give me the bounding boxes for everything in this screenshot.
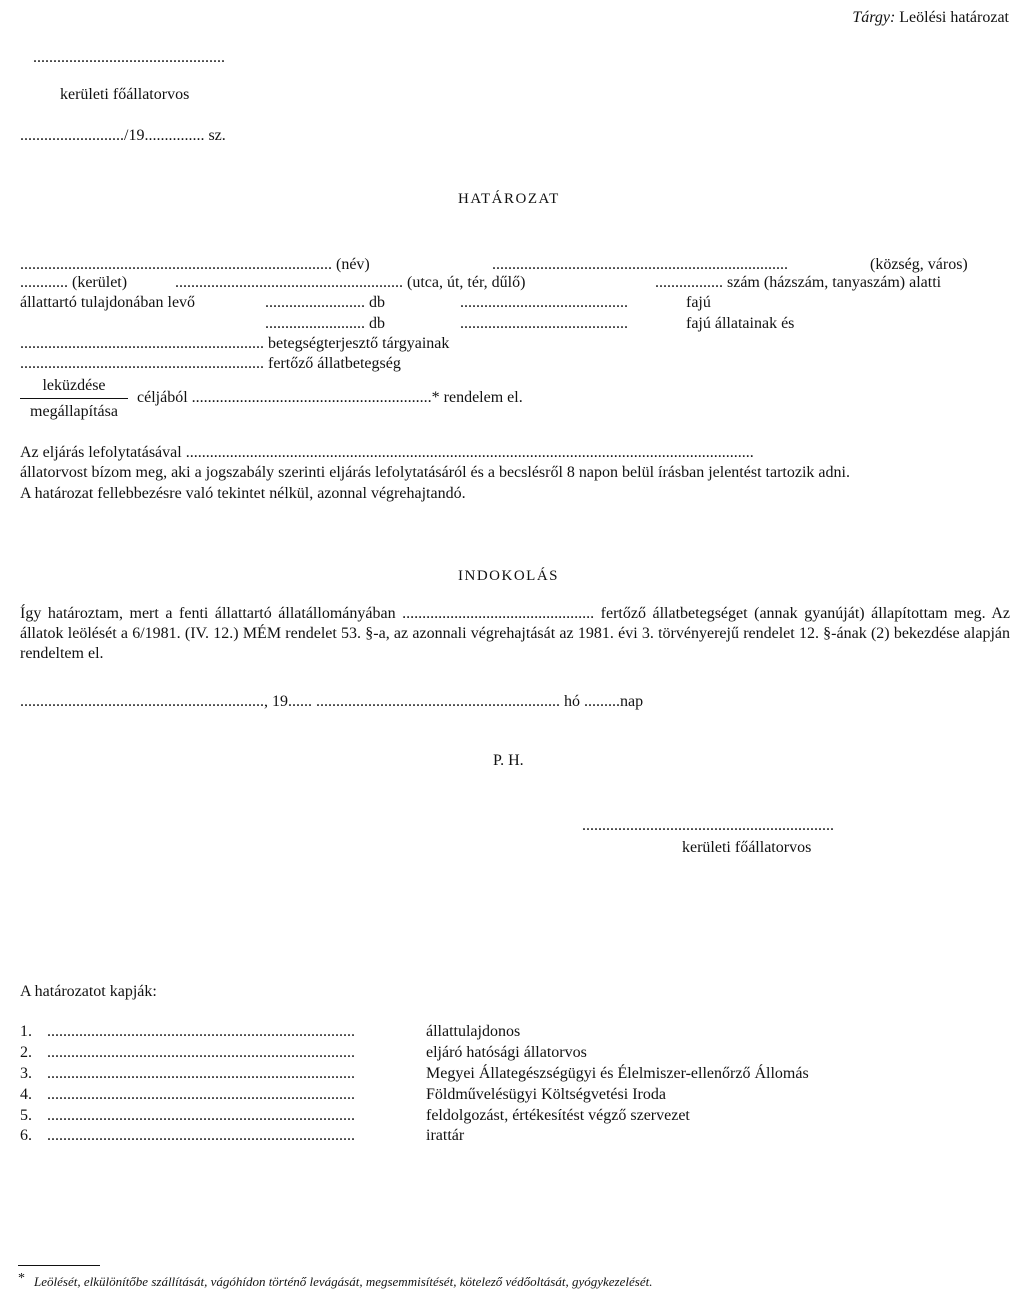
issuer-line[interactable]: ................................................ — [33, 49, 225, 66]
name-field[interactable]: .............................................................................. (név) — [20, 256, 370, 273]
species-label-1: fajú — [686, 294, 711, 311]
footnote-divider — [18, 1265, 100, 1266]
recipient-label: Földművelésügyi Költségvetési Iroda — [426, 1086, 666, 1103]
signature-title: kerületi főállatorvos — [682, 839, 812, 856]
recipient-number: 5. — [20, 1107, 32, 1124]
reasoning-paragraph: Így határoztam, mert a fenti állattartó állatállományában ................................................ fertőző állatbetegséget (annak gyanúját) állapítottam meg. Az állatok leölését a 6/1981. (IV. 12.) MÉM rendelet 53. §-a, az azonnali végrehajtását az 1981. évi 3. törvényerejű rendelet 12. §-ának (2) bekezdése alapján rendeltem el. — [20, 605, 1010, 662]
recipients-heading: A határozatot kapják: — [20, 983, 157, 1000]
footnote-text: Leölését, elkülönítőbe szállítását, vágóhídon történő levágását, megsemmisítését, kötelező védőoltását, gyógykezelését. — [34, 1274, 653, 1289]
recipient-label: Megyei Állategészségügyi és Élelmiszer-ellenőrző Állomás — [426, 1065, 809, 1082]
stamp-label: P. H. — [493, 752, 524, 769]
recipient-field[interactable]: ............................................................................. — [47, 1023, 355, 1040]
purpose-field[interactable]: céljából ............................................................* rendelem el. — [137, 389, 523, 406]
recipient-label: feldolgozást, értékesítést végző szervezet — [426, 1107, 690, 1124]
recipient-field[interactable]: ............................................................................. — [47, 1044, 355, 1061]
recipient-field[interactable]: ............................................................................. — [47, 1065, 355, 1082]
recipient-number: 4. — [20, 1086, 32, 1103]
vector-objects-field[interactable]: ............................................................. betegségterjesztő tárgyainak — [20, 335, 450, 352]
footnote-marker: * — [18, 1271, 25, 1286]
district-field[interactable]: ............ (kerület) — [20, 274, 128, 291]
recipient-field[interactable]: ............................................................................. — [47, 1107, 355, 1124]
recipient-label: állattulajdonos — [426, 1023, 521, 1040]
reasoning-title: INDOKOLÁS — [458, 568, 559, 584]
subject-value: Leölési határozat — [899, 9, 1009, 26]
species-field-2[interactable]: .......................................... — [460, 315, 628, 332]
species-field-1[interactable]: .......................................... — [460, 294, 628, 311]
house-number-field[interactable]: ................. szám (házszám, tanyaszám) alatti — [655, 274, 942, 291]
recipient-field[interactable]: ............................................................................. — [47, 1127, 355, 1144]
decision-title: HATÁROZAT — [458, 191, 560, 207]
street-field[interactable]: ......................................................... (utca, út, tér, dűlő) — [175, 274, 526, 291]
procedure-line-2: állatorvost bízom meg, aki a jogszabály szerinti eljárás lefolytatásáról és a becslésről 8 napon belül írásban jelentést tartozik adni. — [20, 464, 850, 481]
owner-label: állattartó tulajdonában levő — [20, 294, 196, 311]
subject-label: Tárgy: — [852, 9, 896, 26]
subject-line — [852, 10, 1009, 26]
signature-line[interactable]: ............................................................... — [582, 817, 834, 834]
disease-field[interactable]: ............................................................. fertőző állatbetegség — [20, 355, 401, 372]
procedure-line-1[interactable]: Az eljárás lefolytatásával .............................................................................................................................................. — [20, 444, 754, 461]
recipient-label: irattár — [426, 1127, 465, 1144]
species-label-2: fajú állatainak és — [686, 315, 795, 332]
document-number-line[interactable]: ........................../19............... sz. — [20, 127, 226, 144]
settlement-label: (község, város) — [870, 256, 968, 273]
animal-count-field-1[interactable]: ......................... db — [265, 294, 385, 311]
fraction-bottom: megállapítása — [30, 403, 118, 420]
issuer-title: kerületi főállatorvos — [60, 86, 190, 103]
recipient-number: 1. — [20, 1023, 32, 1040]
fraction-top: leküzdése — [20, 377, 128, 399]
animal-count-field-2[interactable]: ......................... db — [265, 315, 385, 332]
recipient-field[interactable]: ............................................................................. — [47, 1086, 355, 1103]
date-line[interactable]: ............................................................., 19...... ............................................................. hó .........nap — [20, 693, 644, 710]
settlement-field[interactable]: .......................................................................... — [492, 256, 788, 273]
recipient-number: 2. — [20, 1044, 32, 1061]
recipient-label: eljáró hatósági állatorvos — [426, 1044, 587, 1061]
recipient-number: 3. — [20, 1065, 32, 1082]
procedure-line-3: A határozat fellebbezésre való tekintet nélkül, azonnal végrehajtandó. — [20, 485, 466, 502]
purpose-fraction — [20, 377, 128, 421]
recipient-number: 6. — [20, 1127, 32, 1144]
